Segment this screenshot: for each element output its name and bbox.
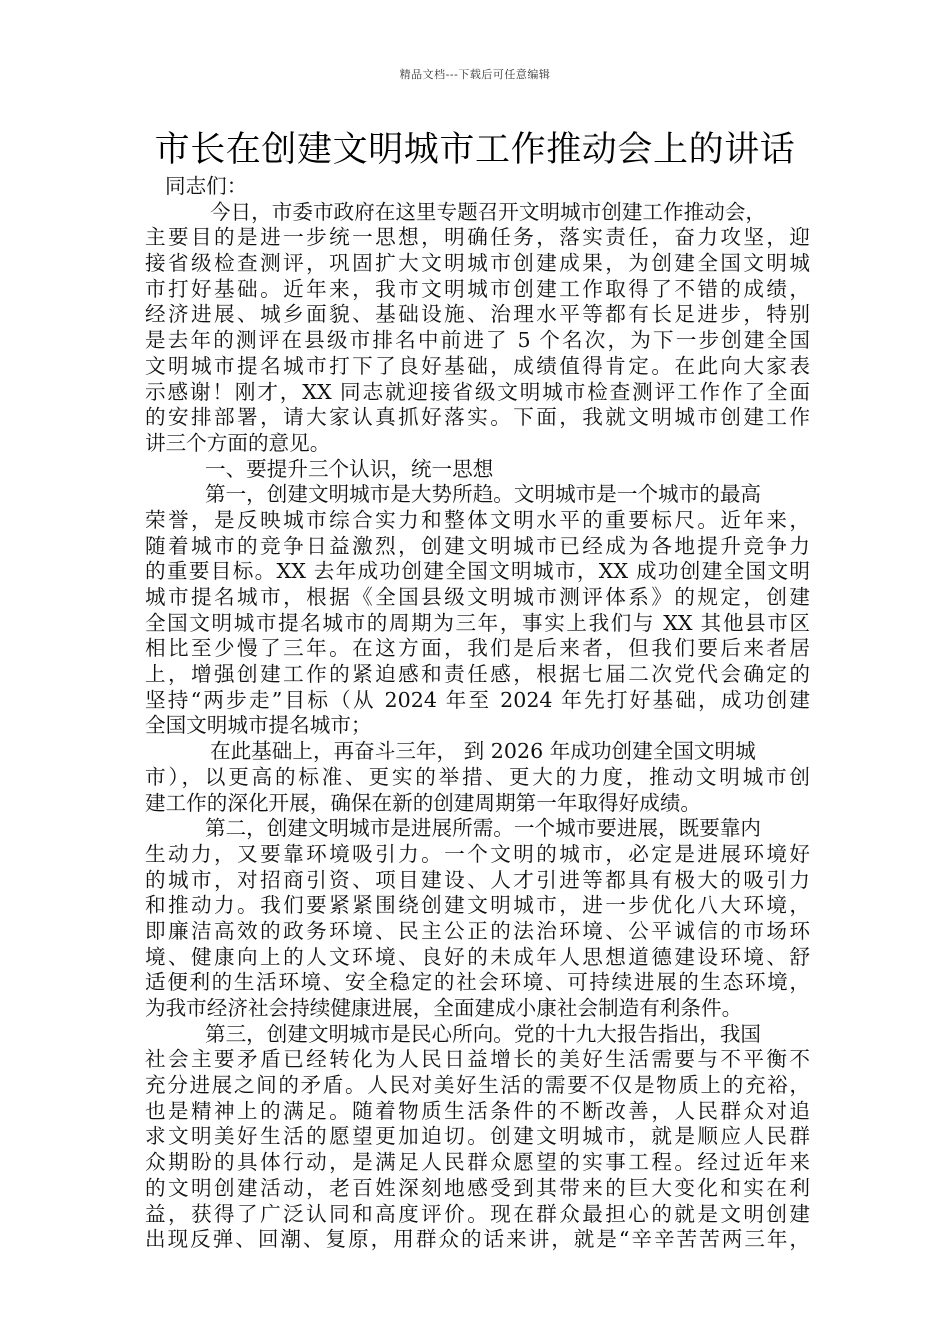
body-line: 和推动力。我们要紧紧围绕创建文明城市，进一步优化八大环境， bbox=[145, 893, 810, 918]
body-line: 求文明美好生活的愿望更加迫切。创建文明城市，就是顺应人民群 bbox=[145, 1124, 810, 1149]
body-line: 为我市经济社会持续健康进展，全面建成小康社会制造有利条件。 bbox=[145, 996, 743, 1020]
body-line: 第一，创建文明城市是大势所趋。文明城市是一个城市的最高 bbox=[205, 482, 762, 507]
body-line: 今日，市委市政府在这里专题召开文明城市创建工作推动会， bbox=[210, 199, 767, 224]
body-line: 接省级检查测评，巩固扩大文明城市创建成果，为创建全国文明城 bbox=[145, 251, 810, 276]
body-line: 也是精神上的满足。随着物质生活条件的不断改善，人民群众对追 bbox=[145, 1098, 810, 1123]
body-line: 的文明创建活动，老百姓深刻地感受到其带来的巨大变化和实在利 bbox=[145, 1175, 810, 1200]
body-line: 众期盼的具体行动，是满足人民群众愿望的实事工程。经过近年来 bbox=[145, 1150, 810, 1175]
body-line: 经济进展、城乡面貌、基础设施、治理水平等都有长足进步，特别 bbox=[145, 302, 810, 327]
document-title: 市长在创建文明城市工作推动会上的讲话 bbox=[154, 130, 796, 170]
body-line: 建工作的深化开展，确保在新的创建周期第一年取得好成绩。 bbox=[145, 790, 702, 815]
body-line: 即廉洁高效的政务环境、民主公正的法治环境、公平诚信的市场环 bbox=[145, 918, 810, 943]
body-line: 同志们： bbox=[165, 174, 248, 198]
body-line: 示感谢！刚才，XX 同志就迎接省级文明城市检查测评工作作了全面 bbox=[145, 379, 810, 404]
body-line: 社会主要矛盾已经转化为人民日益增长的美好生活需要与不平衡不 bbox=[145, 1047, 810, 1072]
body-line: 市打好基础。近年来，我市文明城市创建工作取得了不错的成绩， bbox=[145, 276, 810, 301]
body-line: 上，增强创建工作的紧迫感和责任感，根据七届二次党代会确定的 bbox=[145, 662, 810, 687]
body-line: 全国文明城市提名城市的周期为三年，事实上我们与 XX 其他县市区 bbox=[145, 610, 810, 635]
body-line: 第二，创建文明城市是进展所需。一个城市要进展，既要靠内 bbox=[205, 816, 762, 841]
body-line: 全国文明城市提名城市； bbox=[145, 713, 372, 738]
body-line: 市），以更高的标准、更实的举措、更大的力度，推动文明城市创 bbox=[145, 764, 810, 789]
body-line: 主要目的是进一步统一思想，明确任务，落实责任，奋力攻坚，迎 bbox=[145, 225, 810, 250]
document-body bbox=[145, 174, 810, 1253]
body-line: 的安排部署，请大家认真抓好落实。下面，我就文明城市创建工作 bbox=[145, 405, 810, 430]
body-line: 益，获得了广泛认同和高度评价。现在群众最担心的就是文明创建 bbox=[145, 1201, 810, 1226]
body-line: 文明城市提名城市打下了良好基础，成绩值得肯定。在此向大家表 bbox=[145, 353, 810, 378]
body-line: 坚持“两步走”目标（从 2024 年至 2024 年先打好基础，成功创建 bbox=[145, 687, 810, 712]
body-line: 第三，创建文明城市是民心所向。党的十九大报告指出，我国 bbox=[205, 1021, 762, 1046]
body-line: 在此基础上，再奋斗三年， 到 2026 年成功创建全国文明城 bbox=[210, 739, 756, 764]
body-line: 生动力，又要靠环境吸引力。一个文明的城市，必定是进展环境好 bbox=[145, 841, 810, 866]
body-line: 随着城市的竞争日益激烈，创建文明城市已经成为各地提升竞争力 bbox=[145, 533, 810, 558]
body-line: 的城市，对招商引资、项目建设、人才引进等都具有极大的吸引力 bbox=[145, 867, 810, 892]
page-header: 精品文档---下载后可任意编辑 bbox=[399, 68, 551, 81]
body-line: 相比至少慢了三年。在这方面，我们是后来者，但我们要后来者居 bbox=[145, 636, 810, 661]
body-line: 的重要目标。XX 去年成功创建全国文明城市，XX 成功创建全国文明 bbox=[145, 559, 810, 584]
body-line: 一、要提升三个认识，统一思想 bbox=[205, 456, 494, 481]
body-line: 出现反弹、回潮、复原，用群众的话来讲，就是“辛辛苦苦两三年， bbox=[145, 1227, 810, 1252]
body-line: 是去年的测评在县级市排名中前进了 5 个名次，为下一步创建全国 bbox=[145, 328, 810, 353]
body-line: 讲三个方面的意见。 bbox=[145, 430, 331, 455]
body-line: 城市提名城市，根据《全国县级文明城市测评体系》的规定，创建 bbox=[145, 585, 810, 609]
body-line: 充分进展之间的矛盾。人民对美好生活的需要不仅是物质上的充裕， bbox=[145, 1073, 810, 1098]
body-line: 境、健康向上的人文环境、良好的未成年人思想道德建设环境、舒 bbox=[145, 944, 810, 969]
body-line: 荣誉，是反映城市综合实力和整体文明水平的重要标尺。近年来， bbox=[145, 507, 810, 532]
body-line: 适便利的生活环境、安全稳定的社会环境、可持续进展的生态环境， bbox=[145, 970, 810, 995]
